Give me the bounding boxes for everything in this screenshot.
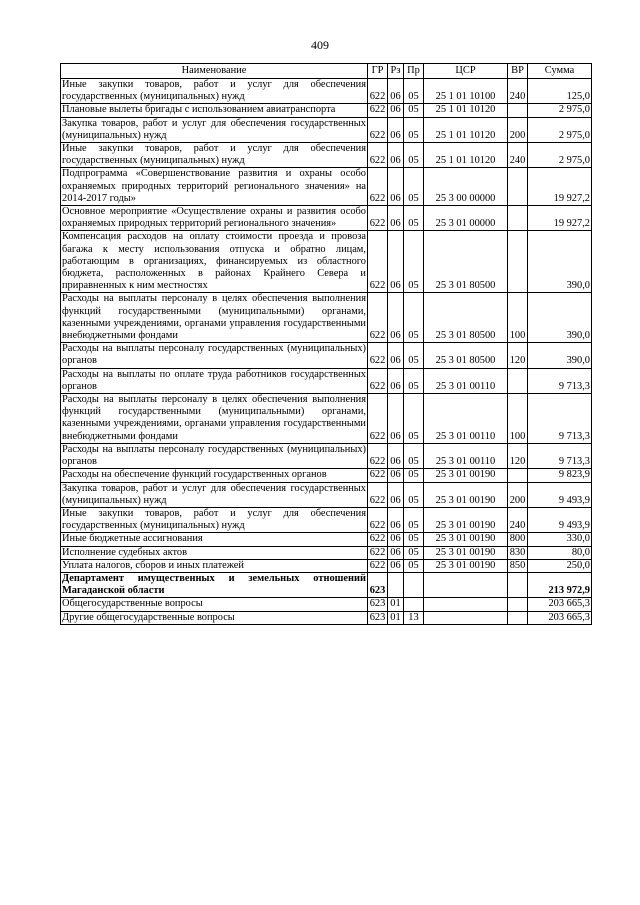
cell-csr — [424, 611, 508, 624]
cell-csr: 25 1 01 10100 — [424, 79, 508, 104]
cell-csr: 25 3 01 00190 — [424, 469, 508, 482]
cell-pr: 05 — [404, 79, 424, 104]
header-gr: ГР — [368, 64, 388, 79]
cell-gr: 623 — [368, 598, 388, 611]
cell-sum: 9 713,3 — [528, 394, 592, 444]
cell-sum: 2 975,0 — [528, 143, 592, 168]
header-pr: Пр — [404, 64, 424, 79]
cell-rz: 06 — [388, 293, 404, 343]
table-row — [61, 117, 592, 142]
cell-sum: 390,0 — [528, 293, 592, 343]
cell-csr: 25 3 01 00110 — [424, 443, 508, 468]
header-csr: ЦСР — [424, 64, 508, 79]
cell-pr: 05 — [404, 443, 424, 468]
cell-csr: 25 3 01 80500 — [424, 343, 508, 368]
cell-pr: 05 — [404, 293, 424, 343]
cell-rz: 06 — [388, 231, 404, 293]
cell-sum: 9 713,3 — [528, 443, 592, 468]
cell-vr — [508, 572, 528, 597]
cell-sum: 250,0 — [528, 559, 592, 572]
cell-gr: 622 — [368, 168, 388, 206]
cell-rz: 06 — [388, 394, 404, 444]
cell-pr: 05 — [404, 507, 424, 532]
cell-name: Общегосударственные вопросы — [61, 598, 368, 611]
cell-rz: 06 — [388, 343, 404, 368]
cell-name: Иные закупки товаров, работ и услуг для обеспечения государственных (муниципальных) нужд — [62, 507, 366, 532]
cell-pr: 05 — [404, 482, 424, 507]
cell-gr: 623 — [368, 572, 388, 597]
cell-rz: 06 — [388, 546, 404, 559]
cell-gr: 622 — [368, 443, 388, 468]
cell-pr: 05 — [404, 394, 424, 444]
cell-pr: 05 — [404, 104, 424, 117]
cell-gr: 622 — [368, 206, 388, 231]
cell-name: Исполнение судебных актов — [61, 546, 368, 559]
cell-gr: 623 — [368, 611, 388, 624]
cell-rz: 01 — [388, 611, 404, 624]
cell-sum: 2 975,0 — [528, 104, 592, 117]
table-row — [61, 143, 592, 168]
table-row — [61, 368, 592, 393]
cell-vr: 200 — [508, 117, 528, 142]
cell-vr: 240 — [508, 143, 528, 168]
cell-csr: 25 3 01 00110 — [424, 394, 508, 444]
cell-pr: 05 — [404, 231, 424, 293]
cell-name: Закупка товаров, работ и услуг для обеспечения государственных (муниципальных) нужд — [62, 482, 366, 506]
cell-sum: 9 493,9 — [528, 482, 592, 507]
table-row — [61, 533, 592, 546]
cell-gr: 622 — [368, 533, 388, 546]
cell-name: Расходы на выплаты персоналу в целях обеспечения выполнения функций государственными (муниципальными) органами, казенными учреждениями, органами управления государственными внебюджетными фондами — [62, 293, 366, 342]
cell-csr: 25 3 01 00190 — [424, 482, 508, 507]
cell-sum: 203 665,3 — [528, 598, 592, 611]
cell-sum: 125,0 — [528, 79, 592, 104]
table-body — [61, 79, 592, 625]
cell-gr: 622 — [368, 117, 388, 142]
table-row — [61, 559, 592, 572]
cell-vr: 100 — [508, 394, 528, 444]
cell-pr: 05 — [404, 546, 424, 559]
cell-csr: 25 3 00 00000 — [424, 168, 508, 206]
cell-pr: 05 — [404, 206, 424, 231]
cell-csr: 25 3 01 00190 — [424, 559, 508, 572]
cell-vr: 800 — [508, 533, 528, 546]
cell-pr: 05 — [404, 559, 424, 572]
cell-rz: 06 — [388, 168, 404, 206]
cell-name: Департамент имущественных и земельных отношений Магаданской области — [62, 572, 366, 597]
cell-pr: 05 — [404, 143, 424, 168]
table-row — [61, 293, 592, 343]
cell-pr — [404, 572, 424, 597]
cell-sum: 19 927,2 — [528, 206, 592, 231]
cell-gr: 622 — [368, 293, 388, 343]
cell-name: Иные бюджетные ассигнования — [61, 533, 368, 546]
cell-rz: 01 — [388, 598, 404, 611]
cell-pr: 05 — [404, 469, 424, 482]
cell-name: Закупка товаров, работ и услуг для обеспечения государственных (муниципальных) нужд — [62, 117, 366, 141]
cell-gr: 622 — [368, 79, 388, 104]
cell-name: Расходы на выплаты персоналу государственных (муниципальных) органов — [62, 443, 366, 468]
table-row — [61, 79, 592, 104]
cell-sum: 2 975,0 — [528, 117, 592, 142]
cell-sum: 213 972,9 — [528, 572, 592, 597]
cell-vr: 100 — [508, 293, 528, 343]
cell-name: Расходы на выплаты по оплате труда работников государственных органов — [62, 368, 366, 392]
cell-csr: 25 1 01 10120 — [424, 117, 508, 142]
cell-gr: 622 — [368, 368, 388, 393]
cell-gr: 622 — [368, 394, 388, 444]
cell-gr: 622 — [368, 231, 388, 293]
cell-gr: 622 — [368, 546, 388, 559]
cell-name: Уплата налогов, сборов и иных платежей — [61, 559, 368, 572]
cell-gr: 622 — [368, 482, 388, 507]
cell-csr: 25 3 01 00190 — [424, 533, 508, 546]
cell-name: Иные закупки товаров, работ и услуг для обеспечения государственных (муниципальных) нужд — [62, 79, 366, 103]
cell-vr: 120 — [508, 443, 528, 468]
table-row — [61, 469, 592, 482]
cell-vr — [508, 206, 528, 231]
cell-vr — [508, 368, 528, 393]
cell-sum: 19 927,2 — [528, 168, 592, 206]
cell-sum: 9 823,9 — [528, 469, 592, 482]
cell-vr: 830 — [508, 546, 528, 559]
cell-sum: 203 665,3 — [528, 611, 592, 624]
cell-csr — [424, 572, 508, 597]
cell-csr: 25 3 01 80500 — [424, 293, 508, 343]
cell-vr: 240 — [508, 79, 528, 104]
cell-gr: 622 — [368, 507, 388, 532]
cell-sum: 9 713,3 — [528, 368, 592, 393]
cell-vr: 120 — [508, 343, 528, 368]
cell-csr: 25 3 01 00190 — [424, 507, 508, 532]
table-row — [61, 443, 592, 468]
cell-rz: 06 — [388, 79, 404, 104]
cell-name: Расходы на обеспечение функций государственных органов — [61, 469, 368, 482]
cell-pr — [404, 598, 424, 611]
cell-rz: 06 — [388, 507, 404, 532]
cell-csr: 25 1 01 10120 — [424, 143, 508, 168]
cell-pr: 05 — [404, 117, 424, 142]
cell-name: Основное мероприятие «Осуществление охраны и развития особо охраняемых природных территорий регионального значения» — [62, 206, 366, 230]
cell-csr: 25 3 01 00190 — [424, 546, 508, 559]
cell-rz: 06 — [388, 117, 404, 142]
cell-sum: 330,0 — [528, 533, 592, 546]
cell-pr: 05 — [404, 368, 424, 393]
cell-csr: 25 3 01 80500 — [424, 231, 508, 293]
cell-rz: 06 — [388, 443, 404, 468]
table-row — [61, 343, 592, 368]
cell-vr — [508, 231, 528, 293]
cell-name: Плановые вылеты бригады с использованием авиатранспорта — [61, 104, 368, 117]
cell-name: Подпрограмма «Совершенствование развития и охраны особо охраняемых природных территорий регионального значения» на 2014-2017 годы» — [62, 168, 366, 204]
table-row — [61, 206, 592, 231]
cell-sum: 9 493,9 — [528, 507, 592, 532]
cell-rz: 06 — [388, 533, 404, 546]
cell-vr: 240 — [508, 507, 528, 532]
table-row — [61, 231, 592, 293]
header-vr: ВР — [508, 64, 528, 79]
cell-rz: 06 — [388, 469, 404, 482]
cell-vr — [508, 168, 528, 206]
cell-gr: 622 — [368, 559, 388, 572]
cell-gr: 622 — [368, 143, 388, 168]
cell-name: Расходы на выплаты персоналу государственных (муниципальных) органов — [62, 343, 366, 367]
cell-vr — [508, 598, 528, 611]
cell-sum: 80,0 — [528, 546, 592, 559]
table-row — [61, 546, 592, 559]
cell-name: Расходы на выплаты персоналу в целях обеспечения выполнения функций государственными (муниципальными) органами, казенными учреждениями, органами управления государственными внебюджетными фондами — [62, 394, 366, 442]
cell-name: Другие общегосударственные вопросы — [61, 611, 368, 624]
cell-sum: 390,0 — [528, 343, 592, 368]
table-row — [61, 394, 592, 444]
cell-vr: 200 — [508, 482, 528, 507]
cell-vr — [508, 104, 528, 117]
table-row — [61, 598, 592, 611]
cell-csr — [424, 598, 508, 611]
cell-gr: 622 — [368, 104, 388, 117]
cell-name: Иные закупки товаров, работ и услуг для обеспечения государственных (муниципальных) нужд — [62, 143, 366, 167]
cell-sum: 390,0 — [528, 231, 592, 293]
table-header-row — [61, 64, 592, 79]
header-rz: Рз — [388, 64, 404, 79]
cell-gr: 622 — [368, 343, 388, 368]
table-row — [61, 572, 592, 597]
cell-rz — [388, 572, 404, 597]
cell-gr: 622 — [368, 469, 388, 482]
header-name: Наименование — [61, 64, 368, 79]
cell-pr: 05 — [404, 168, 424, 206]
table-row — [61, 482, 592, 507]
table-row — [61, 104, 592, 117]
cell-vr — [508, 611, 528, 624]
cell-pr: 05 — [404, 533, 424, 546]
table-row — [61, 507, 592, 532]
cell-csr: 25 3 01 00110 — [424, 368, 508, 393]
cell-rz: 06 — [388, 368, 404, 393]
budget-table — [60, 63, 592, 625]
cell-rz: 06 — [388, 104, 404, 117]
cell-name: Компенсация расходов на оплату стоимости проезда и провоза багажа к месту использования отпуска и обратно лицам, работающим в организациях, финансируемых из областного бюджета, расположенных в районах Крайнего Севера и приравненных к ним местностях — [62, 231, 366, 292]
cell-rz: 06 — [388, 559, 404, 572]
cell-rz: 06 — [388, 206, 404, 231]
cell-csr: 25 1 01 10120 — [424, 104, 508, 117]
table-row — [61, 611, 592, 624]
cell-pr: 05 — [404, 343, 424, 368]
header-sum: Сумма — [528, 64, 592, 79]
cell-vr: 850 — [508, 559, 528, 572]
cell-csr: 25 3 01 00000 — [424, 206, 508, 231]
table-row — [61, 168, 592, 206]
cell-rz: 06 — [388, 482, 404, 507]
page-number: 409 — [311, 38, 329, 52]
cell-vr — [508, 469, 528, 482]
cell-pr: 13 — [404, 611, 424, 624]
cell-rz: 06 — [388, 143, 404, 168]
